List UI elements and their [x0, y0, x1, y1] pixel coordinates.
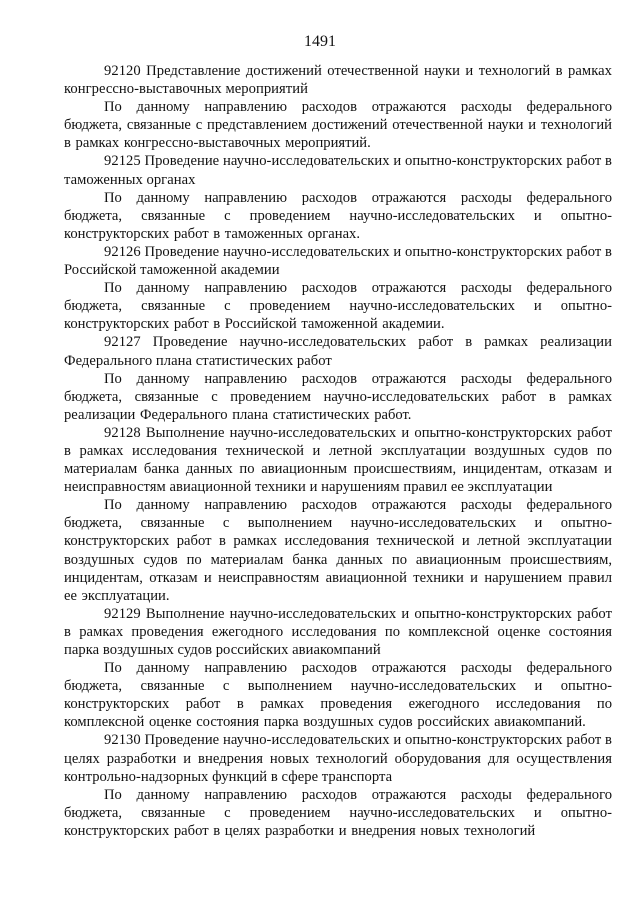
section-text-92129: По данному направлению расходов отражаются расходы федерального бюджета, связанные с выполнением научно-исследовательских и опытно-конструкторских работ в рамках проведения ежегодного исследования по комплексной оценке состояния парка воздушных судов российских авиакомпаний. — [64, 660, 612, 731]
section-text-92120: По данному направлению расходов отражаются расходы федерального бюджета, связанные с представлением достижений отечественной науки и технологий в рамках конгрессно-выставочных мероприятий. — [64, 99, 612, 152]
section-heading-92120: 92120 Представление достижений отечественной науки и технологий в рамках конгрессно-выставочных мероприятий — [64, 63, 612, 98]
section-text-92127: По данному направлению расходов отражаются расходы федерального бюджета, связанные с проведением научно-исследовательских работ в рамках реализации Федерального плана статистических работ. — [64, 370, 612, 423]
section-heading-92129: 92129 Выполнение научно-исследовательских и опытно-конструкторских работ в рамках проведения ежегодного исследования по комплексной оценке состояния парка воздушных судов российских авиакомпаний — [64, 605, 612, 658]
section-heading-92128: 92128 Выполнение научно-исследовательских и опытно-конструкторских работ в рамках исследования технической и летной эксплуатации воздушных судов по материалам банка данных по авиационным происшествиям, инцидентам, отказам и неисправностям авиационной техники и нарушениям правил ее эксплуатации — [64, 424, 612, 496]
section-heading-92127: 92127 Проведение научно-исследовательских работ в рамках реализации Федерального плана статистических работ — [64, 334, 612, 369]
section-text-92130: По данному направлению расходов отражаются расходы федерального бюджета, связанные с проведением научно-исследовательских и опытно-конструкторских работ в целях разработки и внедрения новых технологий — [64, 786, 612, 839]
section-text-92128: По данному направлению расходов отражаются расходы федерального бюджета, связанные с выполнением научно-исследовательских и опытно-конструкторских работ в рамках исследования технической и летной эксплуатации воздушных судов по материалам банка данных по авиационным происшествиям, инцидентам, отказам и неисправностям авиационной техники и нарушением правил ее эксплуатации. — [64, 497, 612, 604]
section-heading-92126: 92126 Проведение научно-исследовательских и опытно-конструкторских работ в Российской таможенной академии — [64, 243, 612, 279]
section-text-92126: По данному направлению расходов отражаются расходы федерального бюджета, связанные с проведением научно-исследовательских и опытно-конструкторских работ в Российской таможенной академии. — [64, 280, 612, 333]
document-body — [64, 62, 612, 840]
page-number: 1491 — [304, 33, 336, 50]
section-text-92125: По данному направлению расходов отражаются расходы федерального бюджета, связанные с проведением научно-исследовательских и опытно-конструкторских работ в таможенных органах. — [64, 189, 612, 242]
section-heading-92130: 92130 Проведение научно-исследовательских и опытно-конструкторских работ в целях разработки и внедрения новых технологий оборудования для осуществления контрольно-надзорных функций в сфере транспорта — [64, 732, 612, 785]
section-heading-92125: 92125 Проведение научно-исследовательских и опытно-конструкторских работ в таможенных органах — [64, 153, 612, 188]
